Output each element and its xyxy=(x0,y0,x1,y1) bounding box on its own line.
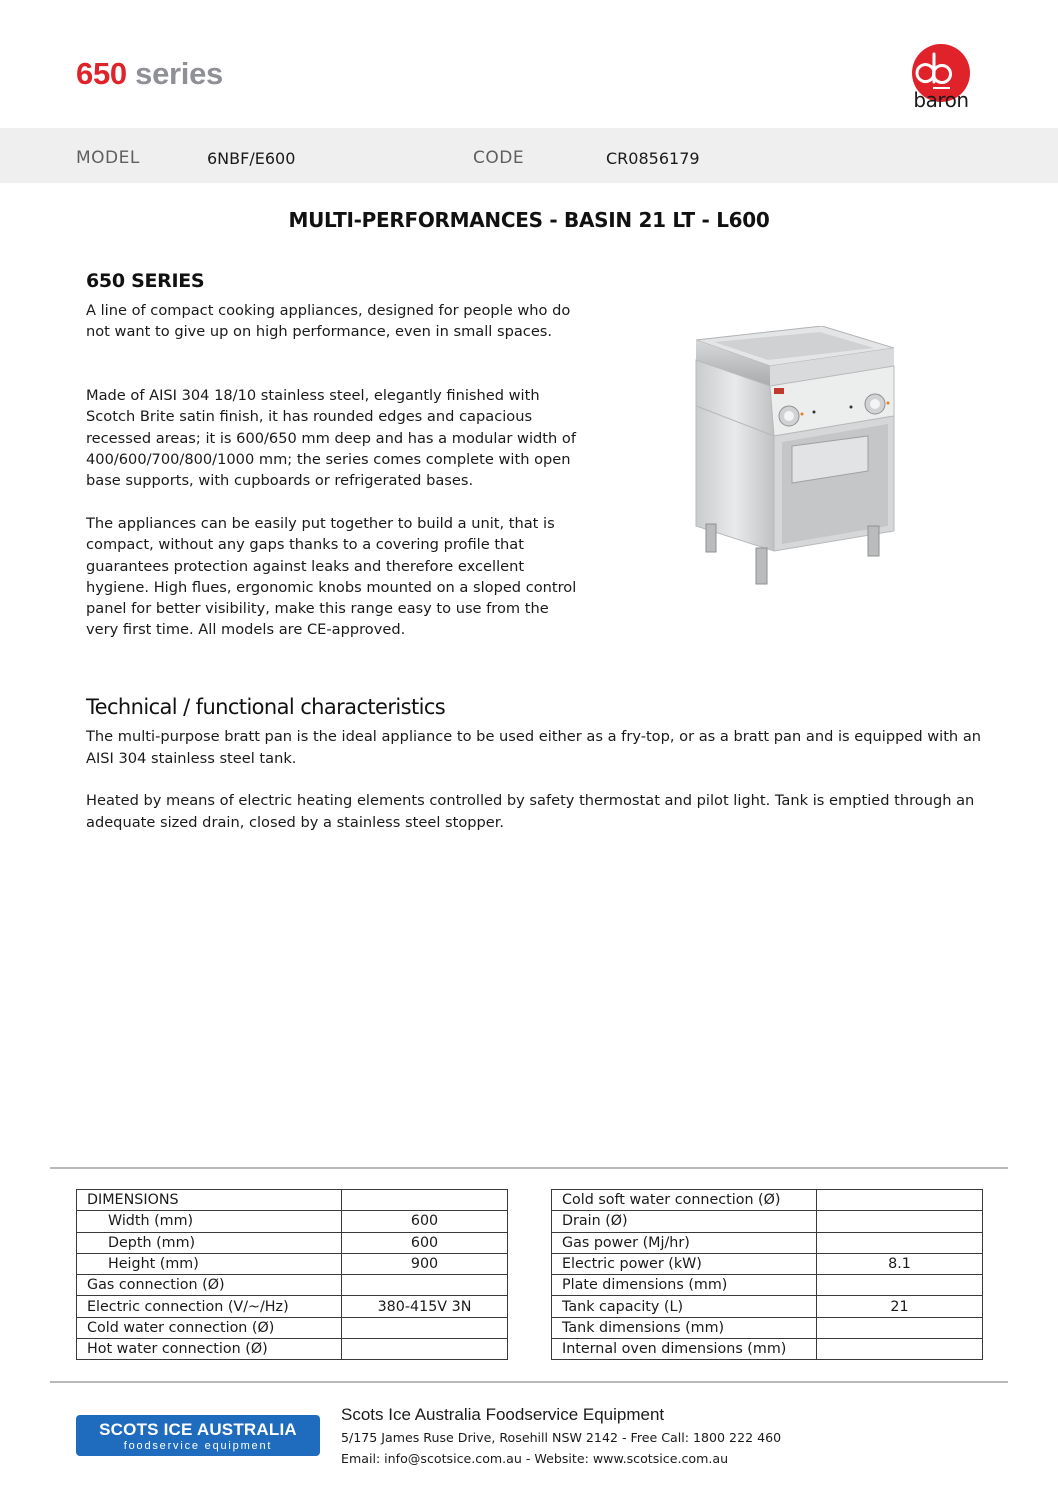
series-paragraph-3: The appliances can be easily put together to build a unit, that is compact, without any gaps thanks to a covering profile that guarantees protection against leaks and therefore excellent hygiene. High flues, ergonomic knobs mounted on a sloped control panel for better visibility, make this range easy to use from the very first time. All models are CE-approved. xyxy=(86,515,577,639)
table-row xyxy=(77,1339,508,1360)
code-value: CR0856179 xyxy=(606,149,700,168)
spec-label: Gas connection (Ø) xyxy=(77,1275,342,1296)
footer-company: Scots Ice Australia Foodservice Equipment xyxy=(341,1405,665,1424)
spec-value: 380-415V 3N xyxy=(342,1296,508,1317)
spec-label: Electric connection (V/~/Hz) xyxy=(77,1296,342,1317)
table-row xyxy=(552,1296,983,1317)
series-number: 650 xyxy=(76,56,127,91)
footer-contact: Email: info@scotsice.com.au - Website: www.scotsice.com.au xyxy=(341,1451,729,1466)
table-row xyxy=(552,1317,983,1338)
model-code-bar xyxy=(0,128,1058,183)
technical-paragraph-2: Heated by means of electric heating elements controlled by safety thermostat and pilot light. Tank is emptied through an adequate sized drain, closed by a stainless steel stopper. xyxy=(86,792,975,831)
spec-value: 21 xyxy=(817,1296,983,1317)
table-row xyxy=(77,1275,508,1296)
table-row xyxy=(552,1275,983,1296)
technical-paragraph-1: The multi-purpose bratt pan is the ideal appliance to be used either as a fry-top, or as a bratt pan and is equipped with an AISI 304 stainless steel tank. xyxy=(86,728,982,767)
spec-label: Tank capacity (L) xyxy=(552,1296,817,1317)
product-image xyxy=(692,326,898,588)
spec-label: Internal oven dimensions (mm) xyxy=(552,1339,817,1360)
spec-table-left xyxy=(76,1189,508,1360)
spec-label: Drain (Ø) xyxy=(552,1211,817,1232)
table-row xyxy=(77,1253,508,1274)
logo-line-2: foodservice equipment xyxy=(123,1440,273,1452)
brand-name: baron xyxy=(913,88,969,112)
divider-top xyxy=(50,1167,1008,1169)
model-value: 6NBF/E600 xyxy=(207,149,296,168)
spec-value xyxy=(342,1275,508,1296)
spec-value: 900 xyxy=(342,1253,508,1274)
table-row xyxy=(552,1339,983,1360)
series-paragraph-2: Made of AISI 304 18/10 stainless steel, elegantly finished with Scotch Brite satin finish, it has rounded edges and capacious recessed areas; it is 600/650 mm deep and has a modular width of 400/600/700/800/1000 mm; the series comes complete with open base supports, with cupboards or refrigerated bases. xyxy=(86,387,576,490)
code-label: CODE xyxy=(473,148,525,168)
spec-label: DIMENSIONS xyxy=(77,1190,342,1211)
table-row xyxy=(77,1190,508,1211)
footer-address: 5/175 James Ruse Drive, Rosehill NSW 2142 - Free Call: 1800 222 460 xyxy=(341,1430,782,1445)
table-row xyxy=(77,1232,508,1253)
spec-value xyxy=(342,1339,508,1360)
spec-label: Electric power (kW) xyxy=(552,1253,817,1274)
product-title: MULTI-PERFORMANCES - BASIN 21 LT - L600 xyxy=(288,208,770,232)
spec-label: Cold soft water connection (Ø) xyxy=(552,1190,817,1211)
spec-label: Cold water connection (Ø) xyxy=(77,1317,342,1338)
baron-logo xyxy=(910,44,974,116)
technical-section-heading: Technical / functional characteristics xyxy=(86,695,446,719)
spec-label: Height (mm) xyxy=(77,1253,342,1274)
spec-table-right xyxy=(551,1189,983,1360)
spec-value xyxy=(817,1317,983,1338)
spec-value xyxy=(817,1232,983,1253)
spec-value xyxy=(817,1275,983,1296)
spec-label: Width (mm) xyxy=(77,1211,342,1232)
spec-label: Tank dimensions (mm) xyxy=(552,1317,817,1338)
spec-value: 8.1 xyxy=(817,1253,983,1274)
table-row xyxy=(552,1232,983,1253)
spec-value xyxy=(817,1190,983,1211)
spec-value: 600 xyxy=(342,1211,508,1232)
spec-label: Plate dimensions (mm) xyxy=(552,1275,817,1296)
scots-ice-logo xyxy=(76,1415,320,1456)
table-row xyxy=(552,1253,983,1274)
spec-label: Hot water connection (Ø) xyxy=(77,1339,342,1360)
spec-value xyxy=(342,1190,508,1211)
divider-bottom xyxy=(50,1381,1008,1383)
series-section-heading: 650 SERIES xyxy=(86,270,205,292)
table-row xyxy=(77,1211,508,1232)
spec-label: Gas power (Mj/hr) xyxy=(552,1232,817,1253)
logo-line-1: SCOTS ICE AUSTRALIA xyxy=(99,1420,297,1439)
spec-label: Depth (mm) xyxy=(77,1232,342,1253)
series-paragraph-1: A line of compact cooking appliances, designed for people who do not want to give up on high performance, even in small spaces. xyxy=(86,302,571,341)
spec-value xyxy=(342,1317,508,1338)
spec-value: 600 xyxy=(342,1232,508,1253)
table-row xyxy=(552,1211,983,1232)
series-word: series xyxy=(135,56,223,91)
table-row xyxy=(552,1190,983,1211)
spec-value xyxy=(817,1211,983,1232)
spec-value xyxy=(817,1339,983,1360)
table-row xyxy=(77,1296,508,1317)
table-row xyxy=(77,1317,508,1338)
model-label: MODEL xyxy=(76,148,140,168)
series-title xyxy=(76,56,223,92)
